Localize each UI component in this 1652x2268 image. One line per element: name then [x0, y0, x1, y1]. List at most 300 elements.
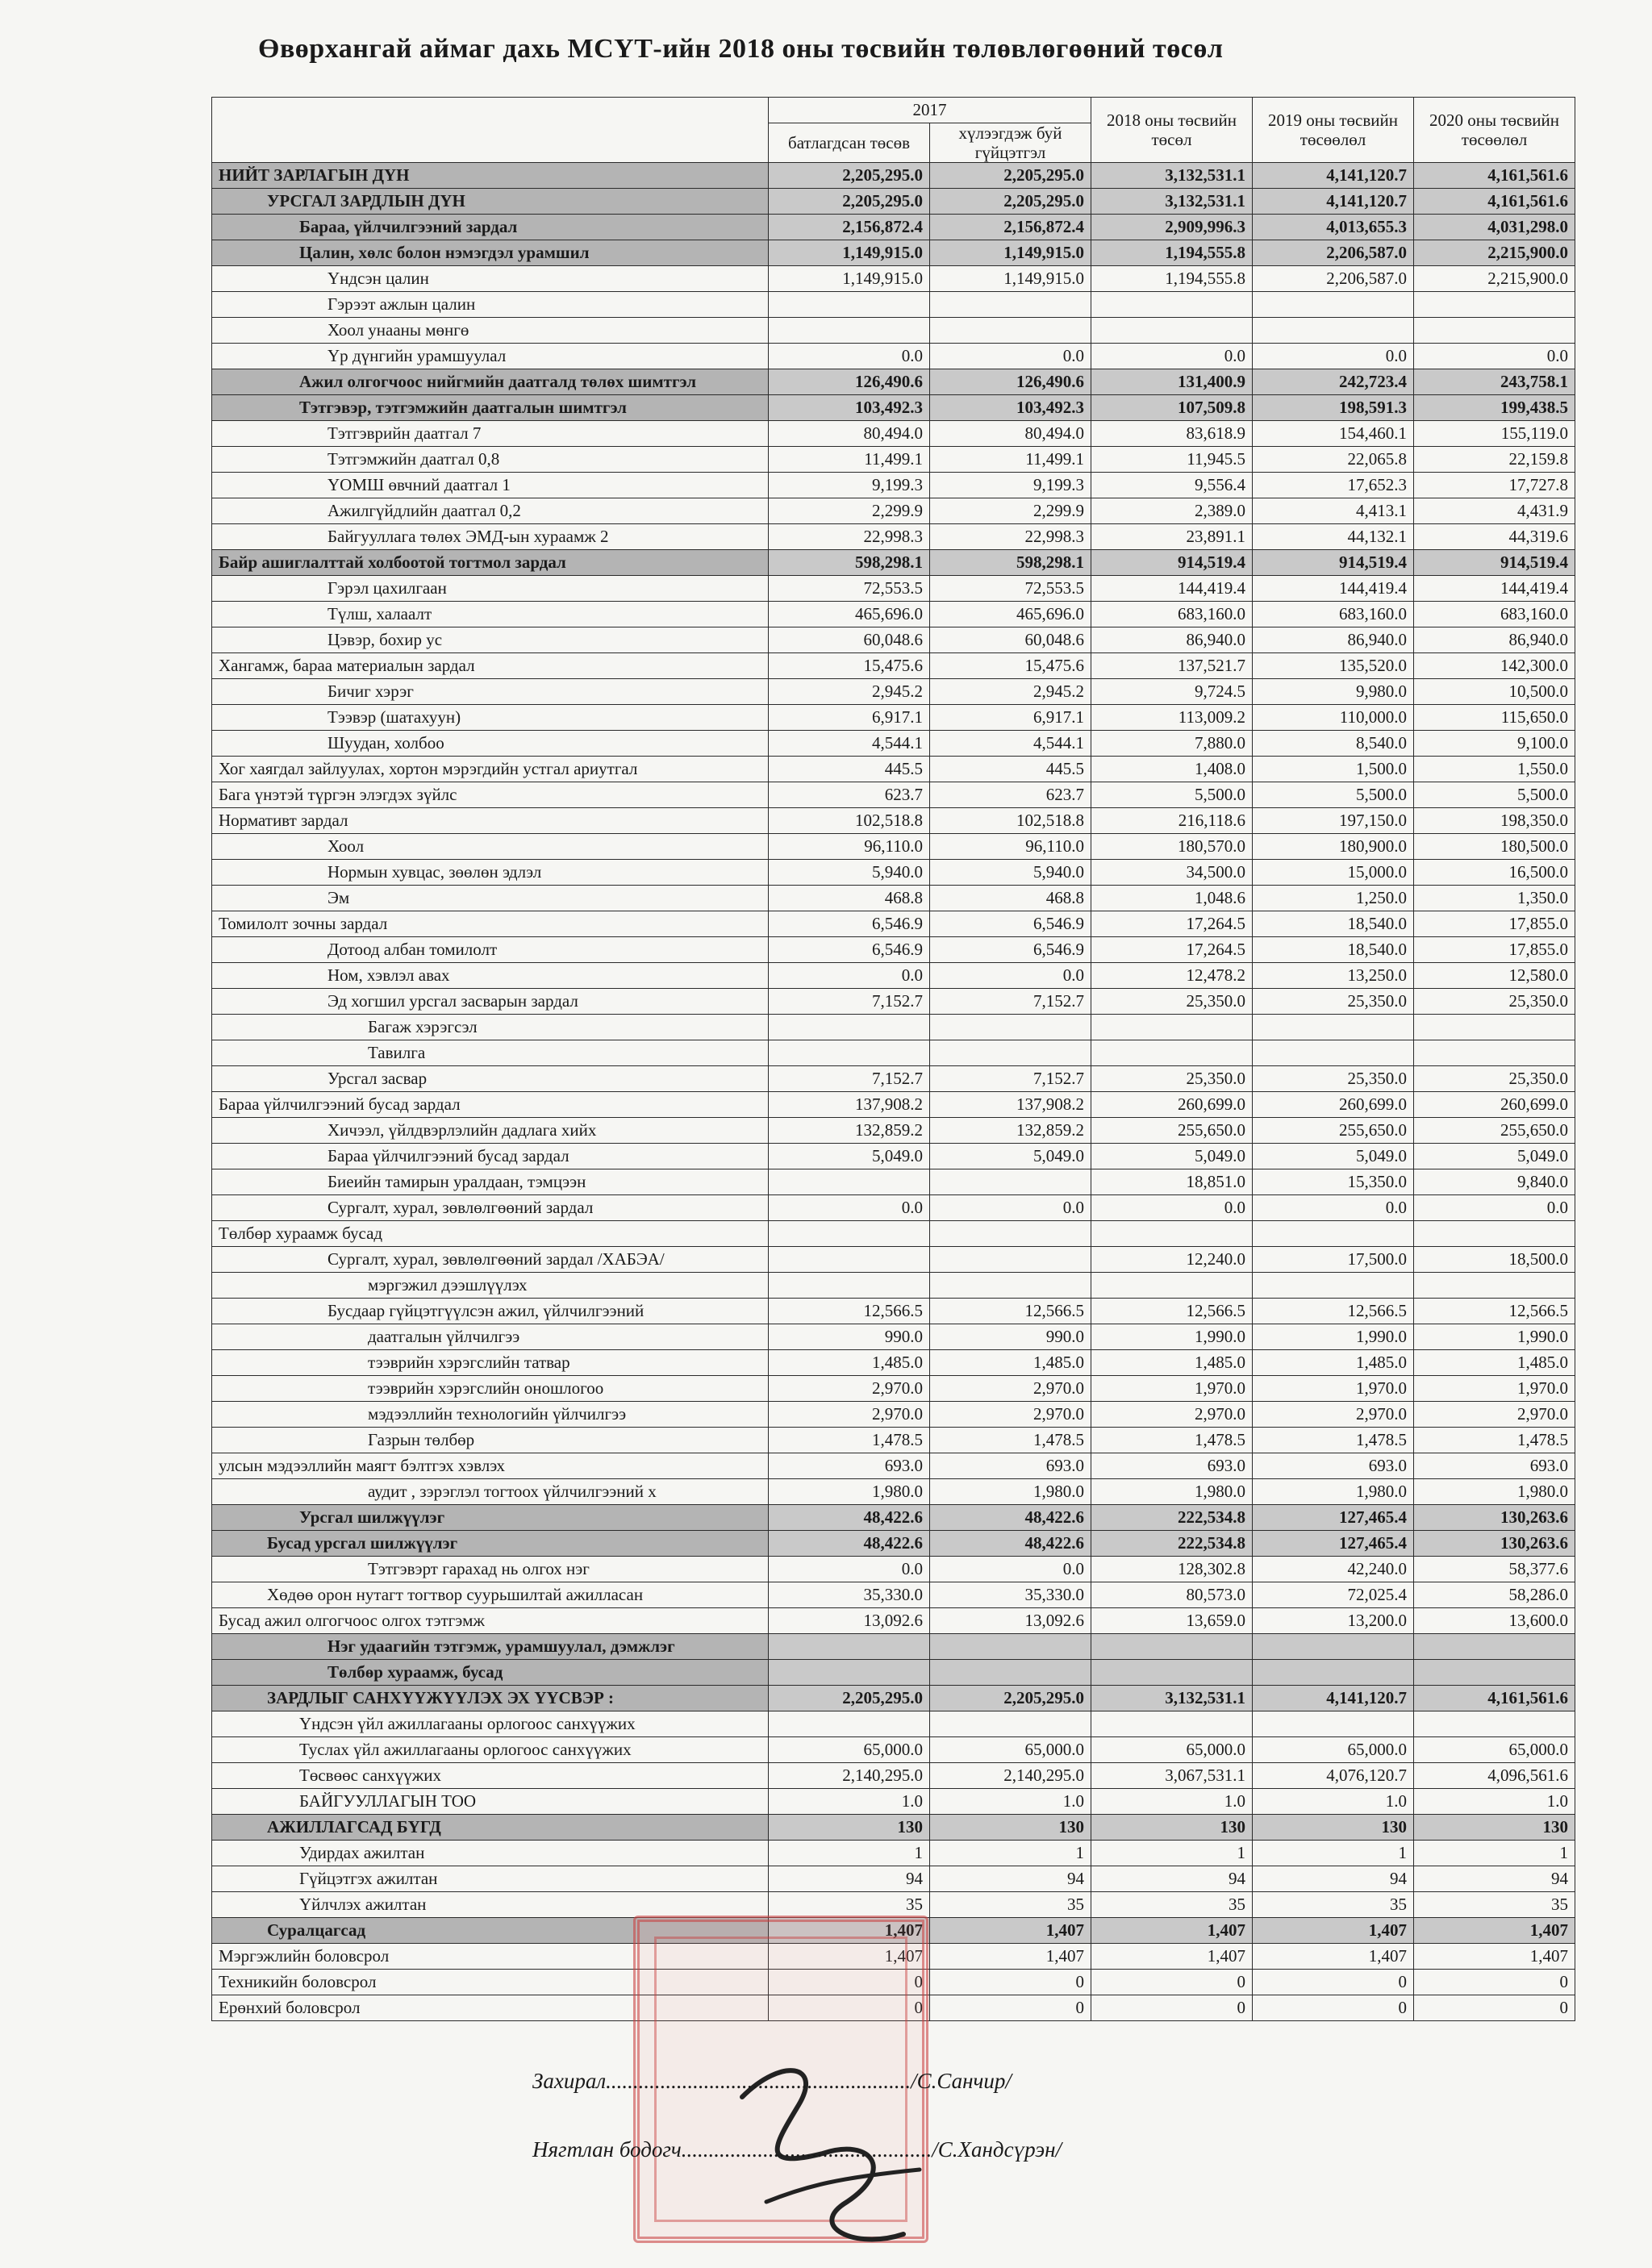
value-cell	[1253, 1634, 1414, 1660]
value-cell: 197,150.0	[1253, 808, 1414, 834]
value-cell: 130	[1091, 1815, 1253, 1841]
value-cell: 0.0	[769, 963, 930, 989]
table-row	[212, 318, 1575, 344]
value-cell	[1253, 1221, 1414, 1247]
value-cell: 9,199.3	[930, 473, 1091, 498]
value-cell: 1,485.0	[769, 1350, 930, 1376]
row-label: аудит , зэрэглэл тогтоох үйлчилгээний х	[212, 1479, 769, 1505]
value-cell: 6,546.9	[769, 937, 930, 963]
value-cell: 1,407	[1091, 1944, 1253, 1970]
row-label: мэдээллийн технологийн үйлчилгээ	[212, 1402, 769, 1428]
value-cell: 2,156,872.4	[930, 215, 1091, 240]
table-row	[212, 240, 1575, 266]
value-cell: 0	[1414, 1970, 1575, 1995]
value-cell: 6,917.1	[930, 705, 1091, 731]
value-cell: 126,490.6	[769, 369, 930, 395]
value-cell: 0.0	[769, 344, 930, 369]
value-cell: 103,492.3	[769, 395, 930, 421]
value-cell: 130	[769, 1815, 930, 1841]
value-cell: 135,520.0	[1253, 653, 1414, 679]
value-cell: 12,566.5	[1253, 1299, 1414, 1324]
value-cell: 144,419.4	[1091, 576, 1253, 602]
value-cell: 9,100.0	[1414, 731, 1575, 757]
value-cell: 12,566.5	[1414, 1299, 1575, 1324]
value-cell: 3,132,531.1	[1091, 1686, 1253, 1711]
row-label: Нормын хувцас, зөөлөн эдлэл	[212, 860, 769, 886]
value-cell: 127,465.4	[1253, 1505, 1414, 1531]
table-row	[212, 1350, 1575, 1376]
header-2019-estimate: 2019 оны төсвийн төсөөлөл	[1253, 98, 1414, 163]
value-cell: 1,485.0	[1091, 1350, 1253, 1376]
value-cell: 1.0	[1091, 1789, 1253, 1815]
value-cell: 465,696.0	[769, 602, 930, 627]
value-cell: 4,413.1	[1253, 498, 1414, 524]
value-cell: 15,350.0	[1253, 1169, 1414, 1195]
row-label: Урсгал засвар	[212, 1066, 769, 1092]
value-cell	[769, 1221, 930, 1247]
value-cell	[769, 1634, 930, 1660]
row-label: Бусад урсгал шилжүүлэг	[212, 1531, 769, 1557]
value-cell: 58,377.6	[1414, 1557, 1575, 1582]
value-cell: 5,049.0	[1091, 1144, 1253, 1169]
table-row	[212, 834, 1575, 860]
value-cell: 35,330.0	[769, 1582, 930, 1608]
value-cell: 130,263.6	[1414, 1505, 1575, 1531]
value-cell: 2,215,900.0	[1414, 240, 1575, 266]
row-label: Хөдөө орон нутагт тогтвор суурьшилтай ажилласан	[212, 1582, 769, 1608]
value-cell: 130	[1253, 1815, 1414, 1841]
value-cell	[1414, 1634, 1575, 1660]
value-cell: 0	[769, 1970, 930, 1995]
row-label: Цалин, хөлс болон нэмэгдэл урамшил	[212, 240, 769, 266]
table-row	[212, 1789, 1575, 1815]
row-label: Гэрээт ажлын цалин	[212, 292, 769, 318]
value-cell: 5,500.0	[1414, 782, 1575, 808]
value-cell: 9,556.4	[1091, 473, 1253, 498]
value-cell	[930, 1711, 1091, 1737]
row-label: Үндсэн цалин	[212, 266, 769, 292]
table-row	[212, 1092, 1575, 1118]
table-row	[212, 292, 1575, 318]
row-label: Шуудан, холбоо	[212, 731, 769, 757]
value-cell: 990.0	[769, 1324, 930, 1350]
value-cell: 94	[1414, 1866, 1575, 1892]
table-row	[212, 886, 1575, 911]
value-cell	[1253, 1040, 1414, 1066]
row-label: Эд хогшил урсгал засварын зардал	[212, 989, 769, 1015]
value-cell: 9,199.3	[769, 473, 930, 498]
table-row	[212, 1841, 1575, 1866]
value-cell: 465,696.0	[930, 602, 1091, 627]
value-cell: 2,970.0	[930, 1376, 1091, 1402]
value-cell: 0.0	[1253, 344, 1414, 369]
value-cell: 4,431.9	[1414, 498, 1575, 524]
value-cell: 0	[1253, 1995, 1414, 2021]
row-label: Бичиг хэрэг	[212, 679, 769, 705]
value-cell	[1253, 1711, 1414, 1737]
value-cell	[1253, 318, 1414, 344]
value-cell: 2,389.0	[1091, 498, 1253, 524]
value-cell: 1,970.0	[1091, 1376, 1253, 1402]
value-cell	[930, 1015, 1091, 1040]
value-cell: 6,546.9	[930, 911, 1091, 937]
value-cell: 0	[1253, 1970, 1414, 1995]
value-cell: 4,544.1	[769, 731, 930, 757]
value-cell: 72,025.4	[1253, 1582, 1414, 1608]
value-cell	[1091, 318, 1253, 344]
header-2020-estimate: 2020 оны төсвийн төсөөлөл	[1414, 98, 1575, 163]
header-approved-budget: батлагдсан төсөв	[769, 123, 930, 163]
value-cell: 2,970.0	[1253, 1402, 1414, 1428]
value-cell: 2,909,996.3	[1091, 215, 1253, 240]
value-cell: 17,264.5	[1091, 911, 1253, 937]
value-cell: 15,000.0	[1253, 860, 1414, 886]
value-cell: 94	[1253, 1866, 1414, 1892]
value-cell: 17,264.5	[1091, 937, 1253, 963]
table-row	[212, 447, 1575, 473]
value-cell: 11,945.5	[1091, 447, 1253, 473]
value-cell: 7,152.7	[930, 989, 1091, 1015]
row-label: мэргэжил дээшлүүлэх	[212, 1273, 769, 1299]
value-cell: 35	[1414, 1892, 1575, 1918]
value-cell: 17,500.0	[1253, 1247, 1414, 1273]
row-label: Нормативт зардал	[212, 808, 769, 834]
value-cell: 4,013,655.3	[1253, 215, 1414, 240]
value-cell: 198,591.3	[1253, 395, 1414, 421]
value-cell: 3,132,531.1	[1091, 163, 1253, 189]
value-cell: 115,650.0	[1414, 705, 1575, 731]
value-cell: 0.0	[769, 1557, 930, 1582]
value-cell: 11,499.1	[769, 447, 930, 473]
row-label: тээврийн хэрэгслийн татвар	[212, 1350, 769, 1376]
value-cell: 18,540.0	[1253, 911, 1414, 937]
row-label: Бага үнэтэй түргэн элэгдэх зүйлс	[212, 782, 769, 808]
value-cell: 199,438.5	[1414, 395, 1575, 421]
row-label: АЖИЛЛАГСАД БҮГД	[212, 1815, 769, 1841]
row-label: Мэргэжлийн боловсрол	[212, 1944, 769, 1970]
value-cell: 7,880.0	[1091, 731, 1253, 757]
value-cell: 1,407	[769, 1944, 930, 1970]
value-cell: 0	[930, 1970, 1091, 1995]
value-cell: 12,566.5	[769, 1299, 930, 1324]
value-cell: 1,250.0	[1253, 886, 1414, 911]
table-row	[212, 395, 1575, 421]
value-cell: 2,156,872.4	[769, 215, 930, 240]
value-cell: 65,000.0	[1091, 1737, 1253, 1763]
table-row	[212, 627, 1575, 653]
table-row	[212, 524, 1575, 550]
value-cell	[1091, 1040, 1253, 1066]
value-cell: 222,534.8	[1091, 1505, 1253, 1531]
value-cell: 914,519.4	[1253, 550, 1414, 576]
value-cell	[930, 292, 1091, 318]
value-cell: 4,141,120.7	[1253, 189, 1414, 215]
row-label: Хог хаягдал зайлуулах, хортон мэрэгдийн устгал ариутгал	[212, 757, 769, 782]
value-cell: 243,758.1	[1414, 369, 1575, 395]
value-cell: 2,299.9	[769, 498, 930, 524]
table-row	[212, 1866, 1575, 1892]
row-label: Төсвөөс санхүүжих	[212, 1763, 769, 1789]
value-cell: 15,475.6	[769, 653, 930, 679]
value-cell	[1091, 1660, 1253, 1686]
table-row	[212, 576, 1575, 602]
table-row	[212, 189, 1575, 215]
value-cell: 468.8	[769, 886, 930, 911]
value-cell: 5,500.0	[1253, 782, 1414, 808]
value-cell: 44,132.1	[1253, 524, 1414, 550]
table-row	[212, 1815, 1575, 1841]
value-cell: 0.0	[930, 1195, 1091, 1221]
value-cell: 6,546.9	[930, 937, 1091, 963]
value-cell: 22,998.3	[769, 524, 930, 550]
table-row	[212, 1557, 1575, 1582]
value-cell: 260,699.0	[1253, 1092, 1414, 1118]
table-row	[212, 1195, 1575, 1221]
value-cell: 3,132,531.1	[1091, 189, 1253, 215]
value-cell: 0.0	[1091, 344, 1253, 369]
value-cell: 7,152.7	[930, 1066, 1091, 1092]
table-row	[212, 757, 1575, 782]
value-cell	[1253, 1015, 1414, 1040]
table-row	[212, 1428, 1575, 1453]
row-label: Тэтгэмжийн даатгал 0,8	[212, 447, 769, 473]
value-cell: 144,419.4	[1414, 576, 1575, 602]
value-cell: 1	[1414, 1841, 1575, 1866]
row-label: Байгууллага төлөх ЭМД-ын хураамж 2	[212, 524, 769, 550]
value-cell	[1414, 1273, 1575, 1299]
value-cell: 0.0	[1091, 1195, 1253, 1221]
value-cell: 18,500.0	[1414, 1247, 1575, 1273]
table-row	[212, 1505, 1575, 1531]
value-cell: 1	[930, 1841, 1091, 1866]
value-cell: 80,494.0	[930, 421, 1091, 447]
value-cell: 131,400.9	[1091, 369, 1253, 395]
value-cell: 12,580.0	[1414, 963, 1575, 989]
table-row	[212, 1247, 1575, 1273]
value-cell	[769, 1711, 930, 1737]
value-cell: 86,940.0	[1253, 627, 1414, 653]
table-row	[212, 1376, 1575, 1402]
row-label: Хичээл, үйлдвэрлэлийн дадлага хийх	[212, 1118, 769, 1144]
header-label-cell	[212, 98, 769, 163]
value-cell	[769, 1273, 930, 1299]
value-cell: 103,492.3	[930, 395, 1091, 421]
value-cell: 198,350.0	[1414, 808, 1575, 834]
row-label: Хоол унааны мөнгө	[212, 318, 769, 344]
value-cell: 2,215,900.0	[1414, 266, 1575, 292]
value-cell: 445.5	[769, 757, 930, 782]
value-cell: 94	[1091, 1866, 1253, 1892]
accountant-name: /С.Хандсүрэн/	[932, 2137, 1062, 2162]
table-row	[212, 1582, 1575, 1608]
value-cell: 154,460.1	[1253, 421, 1414, 447]
table-row	[212, 1324, 1575, 1350]
header-2018-proposal: 2018 оны төсвийн төсөл	[1091, 98, 1253, 163]
value-cell: 0	[1091, 1995, 1253, 2021]
value-cell: 4,161,561.6	[1414, 1686, 1575, 1711]
table-row	[212, 989, 1575, 1015]
row-label: Ном, хэвлэл авах	[212, 963, 769, 989]
value-cell: 598,298.1	[769, 550, 930, 576]
value-cell: 1,970.0	[1414, 1376, 1575, 1402]
value-cell: 17,855.0	[1414, 911, 1575, 937]
value-cell: 0	[769, 1995, 930, 2021]
value-cell: 22,159.8	[1414, 447, 1575, 473]
table-row	[212, 937, 1575, 963]
value-cell: 12,566.5	[930, 1299, 1091, 1324]
value-cell: 0.0	[930, 963, 1091, 989]
value-cell: 142,300.0	[1414, 653, 1575, 679]
row-label: Үр дүнгийн урамшуулал	[212, 344, 769, 369]
table-row	[212, 1299, 1575, 1324]
value-cell: 58,286.0	[1414, 1582, 1575, 1608]
table-row	[212, 1221, 1575, 1247]
value-cell	[769, 318, 930, 344]
value-cell: 25,350.0	[1414, 1066, 1575, 1092]
value-cell	[930, 1660, 1091, 1686]
value-cell: 12,566.5	[1091, 1299, 1253, 1324]
budget-table	[211, 97, 1575, 2021]
value-cell	[1091, 292, 1253, 318]
row-label: Хангамж, бараа материалын зардал	[212, 653, 769, 679]
value-cell: 11,499.1	[930, 447, 1091, 473]
value-cell	[1253, 1660, 1414, 1686]
value-cell: 72,553.5	[930, 576, 1091, 602]
value-cell: 10,500.0	[1414, 679, 1575, 705]
value-cell: 1.0	[769, 1789, 930, 1815]
value-cell: 216,118.6	[1091, 808, 1253, 834]
value-cell: 25,350.0	[1253, 989, 1414, 1015]
row-label: ЗАРДЛЫГ САНХҮҮЖҮҮЛЭХ ЭХ ҮҮСВЭР :	[212, 1686, 769, 1711]
value-cell: 222,534.8	[1091, 1531, 1253, 1557]
value-cell: 7,152.7	[769, 1066, 930, 1092]
value-cell: 18,851.0	[1091, 1169, 1253, 1195]
value-cell: 126,490.6	[930, 369, 1091, 395]
value-cell: 1,970.0	[1253, 1376, 1414, 1402]
value-cell: 5,049.0	[1414, 1144, 1575, 1169]
value-cell: 65,000.0	[1414, 1737, 1575, 1763]
value-cell: 17,855.0	[1414, 937, 1575, 963]
value-cell	[1414, 1221, 1575, 1247]
row-label: Тавилга	[212, 1040, 769, 1066]
document-title: Өвөрхангай аймаг дахь МСҮТ-ийн 2018 оны төсвийн төлөвлөгөөний төсөл	[258, 34, 1224, 64]
value-cell: 2,970.0	[930, 1402, 1091, 1428]
value-cell: 1,407	[930, 1918, 1091, 1944]
row-label: Сургалт, хурал, зөвлөлгөөний зардал /ХАБЭА/	[212, 1247, 769, 1273]
value-cell: 0.0	[769, 1195, 930, 1221]
table-body	[212, 163, 1575, 2021]
value-cell: 2,205,295.0	[930, 189, 1091, 215]
table-row	[212, 215, 1575, 240]
row-label: Биеийн тамирын уралдаан, тэмцээн	[212, 1169, 769, 1195]
row-label: даатгалын үйлчилгээ	[212, 1324, 769, 1350]
row-label: ҮОМШ өвчний даатгал 1	[212, 473, 769, 498]
value-cell: 693.0	[1253, 1453, 1414, 1479]
accountant-label: Нягтлан бодогч	[532, 2137, 682, 2162]
value-cell: 1.0	[930, 1789, 1091, 1815]
table-row	[212, 550, 1575, 576]
table-row	[212, 1608, 1575, 1634]
row-label: Суралцагсад	[212, 1918, 769, 1944]
value-cell: 80,494.0	[769, 421, 930, 447]
value-cell: 693.0	[930, 1453, 1091, 1479]
row-label: Тэтгэврийн даатгал 7	[212, 421, 769, 447]
director-signature-line: Захирал......................................................../С.Санчир/	[532, 2069, 1012, 2093]
header-expected-performance: хүлээгдэж буй гүйцэтгэл	[930, 123, 1091, 163]
value-cell	[930, 1273, 1091, 1299]
table-row	[212, 369, 1575, 395]
value-cell: 914,519.4	[1414, 550, 1575, 576]
row-label: БАЙГУУЛЛАГЫН ТОО	[212, 1789, 769, 1815]
value-cell: 83,618.9	[1091, 421, 1253, 447]
value-cell: 1.0	[1414, 1789, 1575, 1815]
table-row	[212, 1892, 1575, 1918]
row-label: Бусдаар гүйцэтгүүлсэн ажил, үйлчилгээний	[212, 1299, 769, 1324]
row-label: Нэг удаагийн тэтгэмж, урамшуулал, дэмжлэг	[212, 1634, 769, 1660]
table-row	[212, 1660, 1575, 1686]
row-label: тээврийн хэрэгслийн оношлогоо	[212, 1376, 769, 1402]
value-cell: 683,160.0	[1414, 602, 1575, 627]
value-cell: 1,990.0	[1253, 1324, 1414, 1350]
row-label: Үйлчлэх ажилтан	[212, 1892, 769, 1918]
row-label: Томилолт зочны зардал	[212, 911, 769, 937]
row-label: Багаж хэрэгсэл	[212, 1015, 769, 1040]
row-label: Дотоод албан томилолт	[212, 937, 769, 963]
table-row	[212, 1066, 1575, 1092]
value-cell	[1414, 1660, 1575, 1686]
value-cell: 13,092.6	[769, 1608, 930, 1634]
row-label: Цэвэр, бохир ус	[212, 627, 769, 653]
table-row	[212, 1763, 1575, 1789]
value-cell: 4,544.1	[930, 731, 1091, 757]
value-cell: 1,478.5	[1091, 1428, 1253, 1453]
value-cell: 2,140,295.0	[930, 1763, 1091, 1789]
value-cell: 2,299.9	[930, 498, 1091, 524]
accountant-signature-line: Нягтлан бодогч............................................../С.Хандсүрэн/	[532, 2137, 1062, 2162]
value-cell: 693.0	[769, 1453, 930, 1479]
table-row	[212, 653, 1575, 679]
value-cell	[1091, 1015, 1253, 1040]
value-cell: 0	[1414, 1995, 1575, 2021]
value-cell: 693.0	[1414, 1453, 1575, 1479]
value-cell: 4,031,298.0	[1414, 215, 1575, 240]
table-row	[212, 473, 1575, 498]
value-cell: 0.0	[1414, 1195, 1575, 1221]
value-cell: 1,478.5	[1253, 1428, 1414, 1453]
value-cell: 4,141,120.7	[1253, 163, 1414, 189]
value-cell: 1	[1253, 1841, 1414, 1866]
value-cell	[1414, 318, 1575, 344]
value-cell: 1,500.0	[1253, 757, 1414, 782]
value-cell: 260,699.0	[1414, 1092, 1575, 1118]
value-cell: 22,065.8	[1253, 447, 1414, 473]
value-cell: 255,650.0	[1091, 1118, 1253, 1144]
row-label: Ажил олгогчоос нийгмийн даатгалд төлөх шимтгэл	[212, 369, 769, 395]
value-cell: 1,149,915.0	[769, 240, 930, 266]
table-row	[212, 679, 1575, 705]
value-cell: 3,067,531.1	[1091, 1763, 1253, 1789]
value-cell: 4,096,561.6	[1414, 1763, 1575, 1789]
value-cell: 1,048.6	[1091, 886, 1253, 911]
value-cell	[769, 1015, 930, 1040]
value-cell: 5,500.0	[1091, 782, 1253, 808]
table-row	[212, 782, 1575, 808]
row-label: улсын мэдээллийн маягт бэлтгэх хэвлэх	[212, 1453, 769, 1479]
value-cell: 1,980.0	[769, 1479, 930, 1505]
value-cell: 144,419.4	[1253, 576, 1414, 602]
value-cell: 96,110.0	[930, 834, 1091, 860]
value-cell: 0.0	[1414, 344, 1575, 369]
